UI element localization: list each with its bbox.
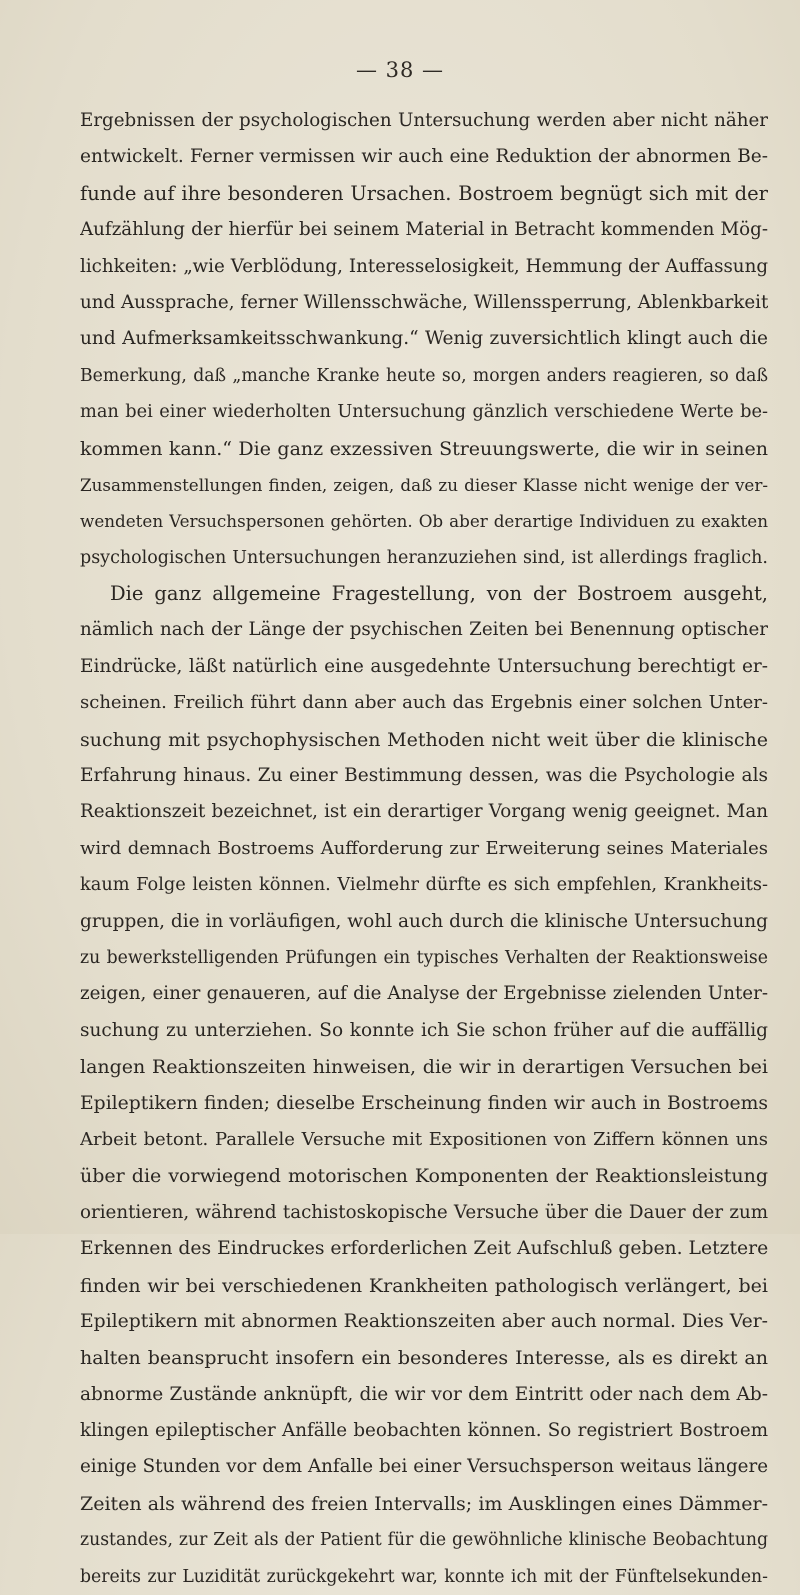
text-line: klingen epileptischer Anfälle beobachten können. So registriert Bostroem bbox=[80, 1420, 768, 1442]
text-line: lichkeiten: „wie Verblödung, Interesselosigkeit, Hemmung der Auffassung bbox=[80, 255, 768, 277]
text-line: man bei einer wiederholten Untersuchung gänzlich verschiedene Werte be- bbox=[80, 402, 768, 423]
text-line: kommen kann.“ Die ganz exzessiven Streuungswerte, die wir in seinen bbox=[80, 437, 768, 460]
text-line: wird demnach Bostroems Aufforderung zur Erweiterung seines Materiales bbox=[80, 837, 768, 859]
text-line: finden wir bei verschiedenen Krankheiten pathologisch verlängert, bei bbox=[80, 1274, 768, 1297]
text-line: Ergebnissen der psychologischen Untersuchung werden aber nicht näher bbox=[80, 110, 768, 131]
text-line: Reaktionszeit bezeichnet, ist ein derartiger Vorgang wenig geeignet. Man bbox=[80, 801, 768, 823]
text-line: Bemerkung, daß „manche Kranke heute so, morgen anders reagieren, so daß bbox=[80, 365, 768, 386]
text-line: suchung zu unterziehen. So konnte ich Sie schon früher auf die auffällig bbox=[80, 1019, 768, 1041]
text-line: Erkennen des Eindruckes erforderlichen Zeit Aufschluß geben. Letztere bbox=[80, 1238, 768, 1260]
text-line: orientieren, während tachistoskopische Versuche über die Dauer der zum bbox=[80, 1201, 768, 1223]
text-line: halten beansprucht insofern ein besonderes Interesse, als es direkt an bbox=[80, 1347, 768, 1370]
text-line: scheinen. Freilich führt dann aber auch das Ergebnis einer solchen Unter- bbox=[80, 692, 768, 714]
text-line: einige Stunden vor dem Anfalle bei einer Versuchsperson weitaus längere bbox=[80, 1456, 768, 1478]
text-line: Arbeit betont. Parallele Versuche mit Expositionen von Ziffern können uns bbox=[80, 1128, 768, 1150]
text-line: kaum Folge leisten können. Vielmehr dürfte es sich empfehlen, Krankheits- bbox=[80, 875, 768, 896]
text-line: Epileptikern finden; dieselbe Erscheinung finden wir auch in Bostroems bbox=[80, 1092, 768, 1114]
text-line: Aufzählung der hierfür bei seinem Material in Betracht kommenden Mög- bbox=[80, 219, 768, 241]
text-line: und Aufmerksamkeitsschwankung.“ Wenig zuversichtlich klingt auch die bbox=[80, 328, 768, 350]
text-line: Erfahrung hinaus. Zu einer Bestimmung dessen, was die Psychologie als bbox=[80, 765, 768, 787]
text-line: psychologischen Untersuchungen heranzuziehen sind, ist allerdings fraglich. bbox=[80, 547, 768, 568]
text-line: Epileptikern mit abnormen Reaktionszeiten aber auch normal. Dies Ver- bbox=[80, 1310, 768, 1332]
text-line: nämlich nach der Länge der psychischen Zeiten bei Benennung optischer bbox=[80, 619, 768, 641]
text-line: zustandes, zur Zeit als der Patient für die gewöhnliche klinische Beobachtung bbox=[80, 1530, 768, 1551]
text-line: suchung mit psychophysischen Methoden nicht weit über die klinische bbox=[80, 728, 768, 751]
text-line: langen Reaktionszeiten hinweisen, die wir in derartigen Versuchen bei bbox=[80, 1056, 768, 1079]
body-text bbox=[80, 103, 768, 1595]
text-line: und Aussprache, ferner Willensschwäche, Willenssperrung, Ablenkbarkeit bbox=[80, 291, 768, 313]
text-line: abnorme Zustände anknüpft, die wir vor dem Eintritt oder nach dem Ab- bbox=[80, 1383, 768, 1405]
text-line: entwickelt. Ferner vermissen wir auch eine Reduktion der abnormen Be- bbox=[80, 146, 768, 168]
text-line: zu bewerkstelligenden Prüfungen ein typisches Verhalten der Reaktionsweise bbox=[80, 947, 768, 968]
text-line: über die vorwiegend motorischen Komponenten der Reaktionsleistung bbox=[80, 1165, 768, 1188]
text-line: zeigen, einer genaueren, auf die Analyse der Ergebnisse zielenden Unter- bbox=[80, 983, 768, 1005]
text-line: Eindrücke, läßt natürlich eine ausgedehnte Untersuchung berechtigt er- bbox=[80, 655, 768, 677]
text-line: wendeten Versuchspersonen gehörten. Ob aber derartige Individuen zu exakten bbox=[80, 511, 768, 532]
text-line: funde auf ihre besonderen Ursachen. Bostroem begnügt sich mit der bbox=[80, 181, 768, 205]
text-line: Zeiten als während des freien Intervalls; im Ausklingen eines Dämmer- bbox=[80, 1492, 768, 1515]
text-line: Zusammenstellungen finden, zeigen, daß zu dieser Klasse nicht wenige der ver- bbox=[80, 474, 768, 495]
text-line: bereits zur Luzidität zurückgekehrt war, konnte ich mit der Fünftelsekunden- bbox=[80, 1566, 768, 1587]
paragraph-start-line: Die ganz allgemeine Fragestellung, von der Bostroem ausgeht, bbox=[110, 582, 768, 606]
text-line: gruppen, die in vorläufigen, wohl auch durch die klinische Untersuchung bbox=[80, 910, 768, 932]
page-number: — 38 — bbox=[355, 58, 445, 82]
